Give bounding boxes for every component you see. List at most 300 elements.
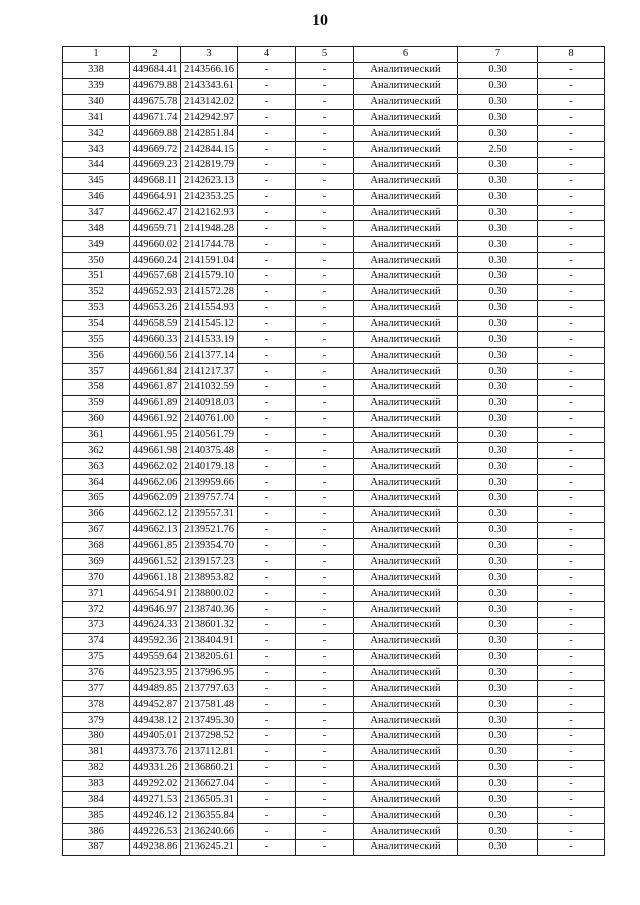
method-cell: Аналитический bbox=[354, 443, 458, 459]
column-4-cell: - bbox=[238, 649, 296, 665]
point-number-cell: 349 bbox=[63, 237, 130, 253]
accuracy-cell: 0.30 bbox=[458, 617, 538, 633]
accuracy-cell: 0.30 bbox=[458, 158, 538, 174]
point-number-cell: 347 bbox=[63, 205, 130, 221]
accuracy-cell: 0.30 bbox=[458, 586, 538, 602]
column-8-cell: - bbox=[538, 94, 605, 110]
column-4-cell: - bbox=[238, 205, 296, 221]
column-8-cell: - bbox=[538, 839, 605, 855]
y-coordinate-cell: 2141744.78 bbox=[181, 237, 238, 253]
table-row bbox=[63, 728, 605, 744]
accuracy-cell: 0.30 bbox=[458, 173, 538, 189]
y-coordinate-cell: 2138740.36 bbox=[181, 602, 238, 618]
column-8-cell: - bbox=[538, 284, 605, 300]
column-5-cell: - bbox=[296, 348, 354, 364]
column-5-cell: - bbox=[296, 94, 354, 110]
column-5-cell: - bbox=[296, 300, 354, 316]
column-4-cell: - bbox=[238, 586, 296, 602]
x-coordinate-cell: 449669.72 bbox=[130, 142, 181, 158]
table-row bbox=[63, 364, 605, 380]
column-5-cell: - bbox=[296, 586, 354, 602]
point-number-cell: 356 bbox=[63, 348, 130, 364]
y-coordinate-cell: 2141545.12 bbox=[181, 316, 238, 332]
accuracy-cell: 0.30 bbox=[458, 78, 538, 94]
y-coordinate-cell: 2136355.84 bbox=[181, 808, 238, 824]
y-coordinate-cell: 2139157.23 bbox=[181, 554, 238, 570]
column-5-cell: - bbox=[296, 713, 354, 729]
point-number-cell: 345 bbox=[63, 173, 130, 189]
accuracy-cell: 0.30 bbox=[458, 126, 538, 142]
column-4-cell: - bbox=[238, 380, 296, 396]
point-number-cell: 362 bbox=[63, 443, 130, 459]
column-4-cell: - bbox=[238, 633, 296, 649]
x-coordinate-cell: 449373.76 bbox=[130, 744, 181, 760]
y-coordinate-cell: 2141533.19 bbox=[181, 332, 238, 348]
y-coordinate-cell: 2138800.02 bbox=[181, 586, 238, 602]
column-4-cell: - bbox=[238, 158, 296, 174]
y-coordinate-cell: 2136860.21 bbox=[181, 760, 238, 776]
column-header-1: 1 bbox=[63, 47, 130, 63]
point-number-cell: 384 bbox=[63, 792, 130, 808]
column-5-cell: - bbox=[296, 459, 354, 475]
accuracy-cell: 0.30 bbox=[458, 491, 538, 507]
column-4-cell: - bbox=[238, 62, 296, 78]
table-body bbox=[63, 62, 605, 855]
accuracy-cell: 0.30 bbox=[458, 506, 538, 522]
method-cell: Аналитический bbox=[354, 110, 458, 126]
column-4-cell: - bbox=[238, 570, 296, 586]
column-header-6: 6 bbox=[354, 47, 458, 63]
y-coordinate-cell: 2141377.14 bbox=[181, 348, 238, 364]
method-cell: Аналитический bbox=[354, 617, 458, 633]
column-5-cell: - bbox=[296, 380, 354, 396]
column-4-cell: - bbox=[238, 459, 296, 475]
table-row bbox=[63, 665, 605, 681]
y-coordinate-cell: 2138953.82 bbox=[181, 570, 238, 586]
column-8-cell: - bbox=[538, 586, 605, 602]
x-coordinate-cell: 449660.02 bbox=[130, 237, 181, 253]
accuracy-cell: 2.50 bbox=[458, 142, 538, 158]
column-5-cell: - bbox=[296, 253, 354, 269]
column-4-cell: - bbox=[238, 300, 296, 316]
y-coordinate-cell: 2136627.04 bbox=[181, 776, 238, 792]
x-coordinate-cell: 449660.56 bbox=[130, 348, 181, 364]
column-8-cell: - bbox=[538, 475, 605, 491]
table-row bbox=[63, 760, 605, 776]
method-cell: Аналитический bbox=[354, 158, 458, 174]
column-5-cell: - bbox=[296, 443, 354, 459]
accuracy-cell: 0.30 bbox=[458, 316, 538, 332]
x-coordinate-cell: 449657.68 bbox=[130, 269, 181, 285]
column-8-cell: - bbox=[538, 253, 605, 269]
column-8-cell: - bbox=[538, 697, 605, 713]
column-header-5: 5 bbox=[296, 47, 354, 63]
method-cell: Аналитический bbox=[354, 681, 458, 697]
column-5-cell: - bbox=[296, 665, 354, 681]
x-coordinate-cell: 449664.91 bbox=[130, 189, 181, 205]
table-row bbox=[63, 205, 605, 221]
x-coordinate-cell: 449661.92 bbox=[130, 411, 181, 427]
column-4-cell: - bbox=[238, 681, 296, 697]
column-5-cell: - bbox=[296, 792, 354, 808]
column-8-cell: - bbox=[538, 554, 605, 570]
column-5-cell: - bbox=[296, 538, 354, 554]
point-number-cell: 368 bbox=[63, 538, 130, 554]
column-5-cell: - bbox=[296, 411, 354, 427]
column-5-cell: - bbox=[296, 316, 354, 332]
y-coordinate-cell: 2141554.93 bbox=[181, 300, 238, 316]
column-5-cell: - bbox=[296, 158, 354, 174]
table-row bbox=[63, 586, 605, 602]
column-4-cell: - bbox=[238, 760, 296, 776]
table-row bbox=[63, 617, 605, 633]
accuracy-cell: 0.30 bbox=[458, 760, 538, 776]
x-coordinate-cell: 449679.88 bbox=[130, 78, 181, 94]
column-4-cell: - bbox=[238, 142, 296, 158]
x-coordinate-cell: 449660.33 bbox=[130, 332, 181, 348]
table-row bbox=[63, 633, 605, 649]
point-number-cell: 342 bbox=[63, 126, 130, 142]
column-8-cell: - bbox=[538, 364, 605, 380]
column-8-cell: - bbox=[538, 760, 605, 776]
column-8-cell: - bbox=[538, 713, 605, 729]
method-cell: Аналитический bbox=[354, 824, 458, 840]
accuracy-cell: 0.30 bbox=[458, 395, 538, 411]
table-row bbox=[63, 300, 605, 316]
point-number-cell: 383 bbox=[63, 776, 130, 792]
point-number-cell: 343 bbox=[63, 142, 130, 158]
method-cell: Аналитический bbox=[354, 522, 458, 538]
method-cell: Аналитический bbox=[354, 665, 458, 681]
column-header-8: 8 bbox=[538, 47, 605, 63]
method-cell: Аналитический bbox=[354, 94, 458, 110]
point-number-cell: 339 bbox=[63, 78, 130, 94]
y-coordinate-cell: 2142851.84 bbox=[181, 126, 238, 142]
column-8-cell: - bbox=[538, 269, 605, 285]
table-row bbox=[63, 491, 605, 507]
accuracy-cell: 0.30 bbox=[458, 665, 538, 681]
column-8-cell: - bbox=[538, 808, 605, 824]
column-8-cell: - bbox=[538, 681, 605, 697]
column-4-cell: - bbox=[238, 189, 296, 205]
x-coordinate-cell: 449662.13 bbox=[130, 522, 181, 538]
point-number-cell: 385 bbox=[63, 808, 130, 824]
x-coordinate-cell: 449661.89 bbox=[130, 395, 181, 411]
x-coordinate-cell: 449226.53 bbox=[130, 824, 181, 840]
column-4-cell: - bbox=[238, 475, 296, 491]
point-number-cell: 366 bbox=[63, 506, 130, 522]
method-cell: Аналитический bbox=[354, 78, 458, 94]
x-coordinate-cell: 449438.12 bbox=[130, 713, 181, 729]
column-8-cell: - bbox=[538, 728, 605, 744]
accuracy-cell: 0.30 bbox=[458, 697, 538, 713]
y-coordinate-cell: 2138601.32 bbox=[181, 617, 238, 633]
column-8-cell: - bbox=[538, 189, 605, 205]
column-5-cell: - bbox=[296, 332, 354, 348]
column-8-cell: - bbox=[538, 443, 605, 459]
accuracy-cell: 0.30 bbox=[458, 570, 538, 586]
accuracy-cell: 0.30 bbox=[458, 300, 538, 316]
point-number-cell: 370 bbox=[63, 570, 130, 586]
point-number-cell: 364 bbox=[63, 475, 130, 491]
column-5-cell: - bbox=[296, 744, 354, 760]
point-number-cell: 386 bbox=[63, 824, 130, 840]
method-cell: Аналитический bbox=[354, 332, 458, 348]
y-coordinate-cell: 2137112.81 bbox=[181, 744, 238, 760]
method-cell: Аналитический bbox=[354, 380, 458, 396]
method-cell: Аналитический bbox=[354, 348, 458, 364]
table-row bbox=[63, 142, 605, 158]
column-header-3: 3 bbox=[181, 47, 238, 63]
y-coordinate-cell: 2141579.10 bbox=[181, 269, 238, 285]
accuracy-cell: 0.30 bbox=[458, 538, 538, 554]
coordinates-table bbox=[62, 46, 605, 856]
y-coordinate-cell: 2137495.30 bbox=[181, 713, 238, 729]
column-8-cell: - bbox=[538, 62, 605, 78]
column-5-cell: - bbox=[296, 395, 354, 411]
table-row bbox=[63, 744, 605, 760]
column-4-cell: - bbox=[238, 395, 296, 411]
method-cell: Аналитический bbox=[354, 205, 458, 221]
column-5-cell: - bbox=[296, 776, 354, 792]
y-coordinate-cell: 2136505.31 bbox=[181, 792, 238, 808]
method-cell: Аналитический bbox=[354, 744, 458, 760]
table-row bbox=[63, 649, 605, 665]
method-cell: Аналитический bbox=[354, 411, 458, 427]
column-8-cell: - bbox=[538, 522, 605, 538]
column-5-cell: - bbox=[296, 284, 354, 300]
column-5-cell: - bbox=[296, 617, 354, 633]
column-8-cell: - bbox=[538, 300, 605, 316]
accuracy-cell: 0.30 bbox=[458, 459, 538, 475]
table-row bbox=[63, 173, 605, 189]
column-5-cell: - bbox=[296, 602, 354, 618]
y-coordinate-cell: 2139557.31 bbox=[181, 506, 238, 522]
y-coordinate-cell: 2140561.79 bbox=[181, 427, 238, 443]
method-cell: Аналитический bbox=[354, 506, 458, 522]
table-row bbox=[63, 269, 605, 285]
x-coordinate-cell: 449669.23 bbox=[130, 158, 181, 174]
column-8-cell: - bbox=[538, 506, 605, 522]
x-coordinate-cell: 449331.26 bbox=[130, 760, 181, 776]
column-5-cell: - bbox=[296, 62, 354, 78]
column-5-cell: - bbox=[296, 760, 354, 776]
x-coordinate-cell: 449246.12 bbox=[130, 808, 181, 824]
table-row bbox=[63, 332, 605, 348]
method-cell: Аналитический bbox=[354, 237, 458, 253]
column-4-cell: - bbox=[238, 332, 296, 348]
table-row bbox=[63, 62, 605, 78]
point-number-cell: 361 bbox=[63, 427, 130, 443]
point-number-cell: 351 bbox=[63, 269, 130, 285]
point-number-cell: 363 bbox=[63, 459, 130, 475]
point-number-cell: 360 bbox=[63, 411, 130, 427]
x-coordinate-cell: 449684.41 bbox=[130, 62, 181, 78]
y-coordinate-cell: 2141948.28 bbox=[181, 221, 238, 237]
column-5-cell: - bbox=[296, 142, 354, 158]
accuracy-cell: 0.30 bbox=[458, 94, 538, 110]
x-coordinate-cell: 449654.91 bbox=[130, 586, 181, 602]
column-4-cell: - bbox=[238, 110, 296, 126]
x-coordinate-cell: 449661.84 bbox=[130, 364, 181, 380]
page-number: 10 bbox=[312, 12, 328, 29]
method-cell: Аналитический bbox=[354, 760, 458, 776]
accuracy-cell: 0.30 bbox=[458, 411, 538, 427]
table-row bbox=[63, 427, 605, 443]
y-coordinate-cell: 2137298.52 bbox=[181, 728, 238, 744]
method-cell: Аналитический bbox=[354, 395, 458, 411]
accuracy-cell: 0.30 bbox=[458, 824, 538, 840]
method-cell: Аналитический bbox=[354, 142, 458, 158]
column-8-cell: - bbox=[538, 776, 605, 792]
column-4-cell: - bbox=[238, 602, 296, 618]
point-number-cell: 367 bbox=[63, 522, 130, 538]
x-coordinate-cell: 449662.47 bbox=[130, 205, 181, 221]
x-coordinate-cell: 449523.95 bbox=[130, 665, 181, 681]
table-row bbox=[63, 808, 605, 824]
column-header-4: 4 bbox=[238, 47, 296, 63]
column-4-cell: - bbox=[238, 824, 296, 840]
table-row bbox=[63, 697, 605, 713]
accuracy-cell: 0.30 bbox=[458, 808, 538, 824]
accuracy-cell: 0.30 bbox=[458, 284, 538, 300]
point-number-cell: 372 bbox=[63, 602, 130, 618]
accuracy-cell: 0.30 bbox=[458, 110, 538, 126]
column-header-2: 2 bbox=[130, 47, 181, 63]
method-cell: Аналитический bbox=[354, 697, 458, 713]
method-cell: Аналитический bbox=[354, 839, 458, 855]
point-number-cell: 352 bbox=[63, 284, 130, 300]
y-coordinate-cell: 2141591.04 bbox=[181, 253, 238, 269]
point-number-cell: 354 bbox=[63, 316, 130, 332]
accuracy-cell: 0.30 bbox=[458, 332, 538, 348]
table-row bbox=[63, 475, 605, 491]
point-number-cell: 355 bbox=[63, 332, 130, 348]
column-4-cell: - bbox=[238, 364, 296, 380]
table-row bbox=[63, 78, 605, 94]
column-4-cell: - bbox=[238, 808, 296, 824]
column-5-cell: - bbox=[296, 824, 354, 840]
column-5-cell: - bbox=[296, 633, 354, 649]
column-4-cell: - bbox=[238, 173, 296, 189]
table-row bbox=[63, 158, 605, 174]
y-coordinate-cell: 2137797.63 bbox=[181, 681, 238, 697]
y-coordinate-cell: 2141032.59 bbox=[181, 380, 238, 396]
column-8-cell: - bbox=[538, 142, 605, 158]
column-8-cell: - bbox=[538, 570, 605, 586]
point-number-cell: 359 bbox=[63, 395, 130, 411]
column-4-cell: - bbox=[238, 522, 296, 538]
y-coordinate-cell: 2138404.91 bbox=[181, 633, 238, 649]
method-cell: Аналитический bbox=[354, 284, 458, 300]
column-8-cell: - bbox=[538, 380, 605, 396]
accuracy-cell: 0.30 bbox=[458, 269, 538, 285]
x-coordinate-cell: 449292.02 bbox=[130, 776, 181, 792]
method-cell: Аналитический bbox=[354, 126, 458, 142]
column-8-cell: - bbox=[538, 459, 605, 475]
column-4-cell: - bbox=[238, 713, 296, 729]
y-coordinate-cell: 2140918.03 bbox=[181, 395, 238, 411]
x-coordinate-cell: 449661.18 bbox=[130, 570, 181, 586]
column-8-cell: - bbox=[538, 395, 605, 411]
method-cell: Аналитический bbox=[354, 570, 458, 586]
column-5-cell: - bbox=[296, 522, 354, 538]
accuracy-cell: 0.30 bbox=[458, 633, 538, 649]
column-8-cell: - bbox=[538, 744, 605, 760]
column-4-cell: - bbox=[238, 237, 296, 253]
column-8-cell: - bbox=[538, 316, 605, 332]
column-4-cell: - bbox=[238, 284, 296, 300]
column-4-cell: - bbox=[238, 792, 296, 808]
accuracy-cell: 0.30 bbox=[458, 205, 538, 221]
y-coordinate-cell: 2142353.25 bbox=[181, 189, 238, 205]
y-coordinate-cell: 2143566.16 bbox=[181, 62, 238, 78]
table-row bbox=[63, 284, 605, 300]
accuracy-cell: 0.30 bbox=[458, 713, 538, 729]
y-coordinate-cell: 2143343.61 bbox=[181, 78, 238, 94]
column-4-cell: - bbox=[238, 94, 296, 110]
point-number-cell: 344 bbox=[63, 158, 130, 174]
column-5-cell: - bbox=[296, 506, 354, 522]
column-8-cell: - bbox=[538, 824, 605, 840]
column-4-cell: - bbox=[238, 78, 296, 94]
accuracy-cell: 0.30 bbox=[458, 364, 538, 380]
x-coordinate-cell: 449662.02 bbox=[130, 459, 181, 475]
column-8-cell: - bbox=[538, 205, 605, 221]
x-coordinate-cell: 449669.88 bbox=[130, 126, 181, 142]
point-number-cell: 357 bbox=[63, 364, 130, 380]
accuracy-cell: 0.30 bbox=[458, 839, 538, 855]
method-cell: Аналитический bbox=[354, 792, 458, 808]
column-4-cell: - bbox=[238, 411, 296, 427]
column-5-cell: - bbox=[296, 269, 354, 285]
accuracy-cell: 0.30 bbox=[458, 744, 538, 760]
y-coordinate-cell: 2142942.97 bbox=[181, 110, 238, 126]
point-number-cell: 371 bbox=[63, 586, 130, 602]
x-coordinate-cell: 449238.86 bbox=[130, 839, 181, 855]
method-cell: Аналитический bbox=[354, 713, 458, 729]
accuracy-cell: 0.30 bbox=[458, 681, 538, 697]
table-row bbox=[63, 506, 605, 522]
table-row bbox=[63, 253, 605, 269]
point-number-cell: 374 bbox=[63, 633, 130, 649]
y-coordinate-cell: 2139757.74 bbox=[181, 491, 238, 507]
column-8-cell: - bbox=[538, 158, 605, 174]
point-number-cell: 369 bbox=[63, 554, 130, 570]
table-row bbox=[63, 126, 605, 142]
point-number-cell: 378 bbox=[63, 697, 130, 713]
x-coordinate-cell: 449661.52 bbox=[130, 554, 181, 570]
table-row bbox=[63, 681, 605, 697]
y-coordinate-cell: 2139354.70 bbox=[181, 538, 238, 554]
point-number-cell: 380 bbox=[63, 728, 130, 744]
column-5-cell: - bbox=[296, 728, 354, 744]
table-row bbox=[63, 443, 605, 459]
point-number-cell: 373 bbox=[63, 617, 130, 633]
column-8-cell: - bbox=[538, 427, 605, 443]
column-5-cell: - bbox=[296, 475, 354, 491]
method-cell: Аналитический bbox=[354, 538, 458, 554]
point-number-cell: 350 bbox=[63, 253, 130, 269]
method-cell: Аналитический bbox=[354, 189, 458, 205]
x-coordinate-cell: 449405.01 bbox=[130, 728, 181, 744]
table-row bbox=[63, 824, 605, 840]
method-cell: Аналитический bbox=[354, 728, 458, 744]
table-row bbox=[63, 713, 605, 729]
accuracy-cell: 0.30 bbox=[458, 475, 538, 491]
point-number-cell: 377 bbox=[63, 681, 130, 697]
column-5-cell: - bbox=[296, 554, 354, 570]
